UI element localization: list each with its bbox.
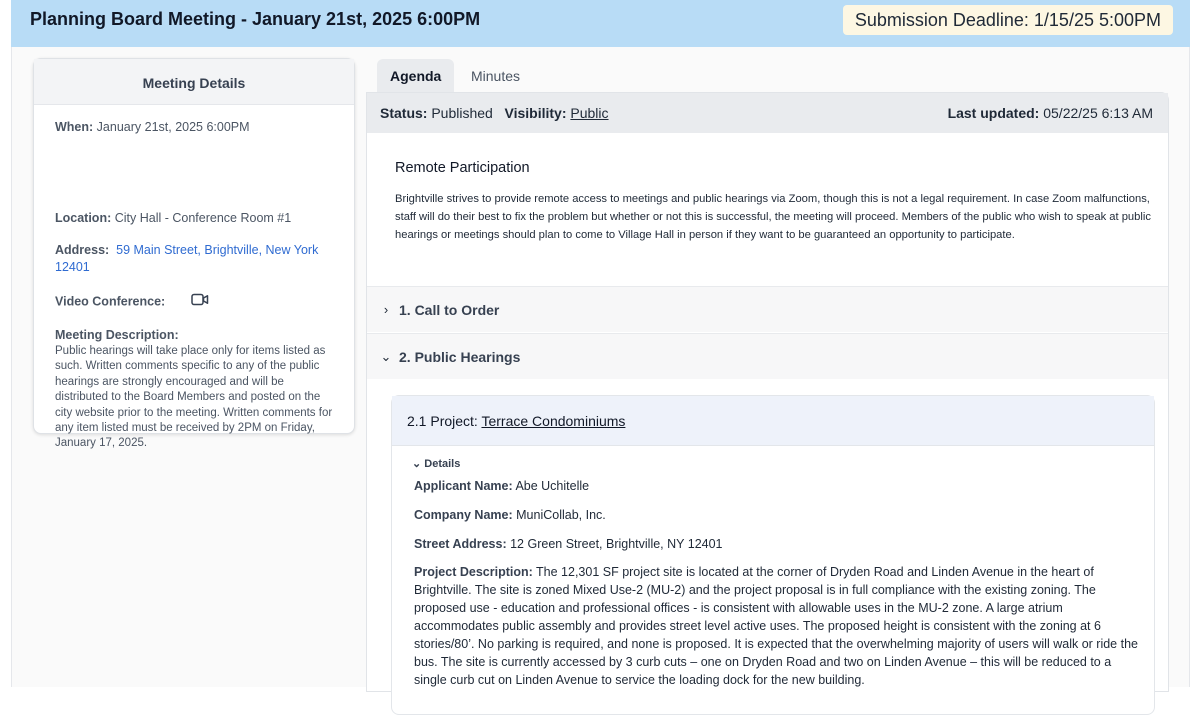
- street-label: Street Address:: [414, 537, 507, 551]
- tab-minutes[interactable]: Minutes: [471, 68, 521, 84]
- meeting-description: [55, 327, 338, 452]
- agenda-item-label: 1. Call to Order: [399, 302, 500, 318]
- project-heading: [392, 396, 1154, 446]
- agenda-panel: [366, 92, 1169, 692]
- header-bar: [11, 0, 1190, 47]
- meeting-when: [55, 119, 338, 136]
- applicant-row: [414, 477, 1140, 495]
- project-card: [391, 395, 1155, 715]
- meeting-details-heading: Meeting Details: [34, 59, 354, 105]
- page-title: Planning Board Meeting - January 21st, 2025 6:00PM: [30, 9, 481, 29]
- submission-deadline-badge: Submission Deadline: 1/15/25 5:00PM: [843, 5, 1173, 35]
- meeting-address: [55, 242, 338, 276]
- when-label: When:: [55, 120, 94, 134]
- last-updated-value: 05/22/25 6:13 AM: [1043, 105, 1153, 121]
- agenda-item-label: 2. Public Hearings: [399, 349, 521, 365]
- status-bar: [367, 93, 1168, 133]
- agenda-item-call-to-order[interactable]: [367, 286, 1168, 332]
- company-value: MuniCollab, Inc.: [516, 508, 606, 522]
- project-prefix: 2.1 Project:: [407, 413, 478, 429]
- company-row: [414, 506, 1140, 524]
- meeting-location: [55, 210, 338, 227]
- video-label: Video Conference:: [55, 294, 166, 309]
- visibility-link[interactable]: Public: [570, 105, 609, 121]
- video-camera-icon[interactable]: [191, 293, 209, 311]
- project-name-link[interactable]: Terrace Condominiums: [481, 413, 626, 429]
- street-row: [414, 535, 1140, 553]
- description-text: Public hearings will take place only for items listed as such. Written comments specific to any of the public hearings are strongly encouraged and will be distributed to the Board Members and posted on the city website prior to the meeting. Written comments for any item listed must be received by 2PM on Friday, January 17, 2025.: [55, 345, 333, 450]
- remote-participation-title: Remote Participation: [395, 160, 530, 176]
- details-toggle[interactable]: ⌄ Details: [412, 458, 461, 470]
- last-updated: [948, 93, 1153, 133]
- status-value: Published: [431, 105, 493, 121]
- address-label: Address:: [55, 243, 110, 257]
- remote-participation-text: Brightville strives to provide remote access to meetings and public hearings via Zoom, though this is not a legal requirement. In case Zoom malfunctions, staff will do their best to fix the problem but whether or not this is successful, the meeting will proceed. Members of the public who wish to speak at public hearings or meetings should plan to come to Village Hall in person if they want to be guaranteed an opportunity to participate.: [395, 193, 1151, 241]
- project-description-value: The 12,301 SF project site is located at the corner of Dryden Road and Linden Avenue in the heart of Brightville. The site is zoned Mixed Use-2 (MU-2) and the project proposal is in full compliance with the existing zoning. The proposed use - education and professional offices - is consistent with allowable uses in the MU-2 zone. A large atrium accommodates public assembly and provides street level active uses. The proposed height is consistent with the zoning at 6 stories/80’. No parking is required, and none is proposed. It is expected that the overwhelming majority of users will walk or ride the bus. The site is currently accessed by 3 curb cuts – one on Dryden Road and two on Linden Avenue – this will be reduced to a single curb cut on Linden Avenue to service the loading dock for the new building.: [414, 565, 1138, 687]
- last-updated-label: Last updated:: [947, 105, 1040, 121]
- status-info: [380, 93, 609, 133]
- applicant-value: Abe Uchitelle: [515, 479, 590, 493]
- chevron-down-icon: ⌄: [380, 349, 392, 364]
- location-value: City Hall - Conference Room #1: [114, 211, 292, 225]
- street-value: 12 Green Street, Brightville, NY 12401: [510, 537, 723, 551]
- location-label: Location:: [55, 211, 112, 225]
- project-description-label: Project Description:: [414, 565, 533, 579]
- company-label: Company Name:: [414, 508, 513, 522]
- description-label: Meeting Description:: [55, 328, 179, 342]
- agenda-item-public-hearings[interactable]: [367, 333, 1168, 379]
- when-value: January 21st, 2025 6:00PM: [96, 120, 250, 134]
- meeting-details-card: [33, 58, 355, 450]
- status-label: Status:: [380, 105, 428, 121]
- chevron-right-icon: ›: [383, 302, 389, 317]
- applicant-label: Applicant Name:: [414, 479, 513, 493]
- address-link[interactable]: 59 Main Street, Brightville, New York 12401: [55, 243, 319, 274]
- tab-agenda[interactable]: Agenda: [377, 59, 454, 92]
- project-description-row: [414, 563, 1140, 689]
- meeting-video: [55, 293, 338, 311]
- visibility-label: Visibility:: [504, 105, 567, 121]
